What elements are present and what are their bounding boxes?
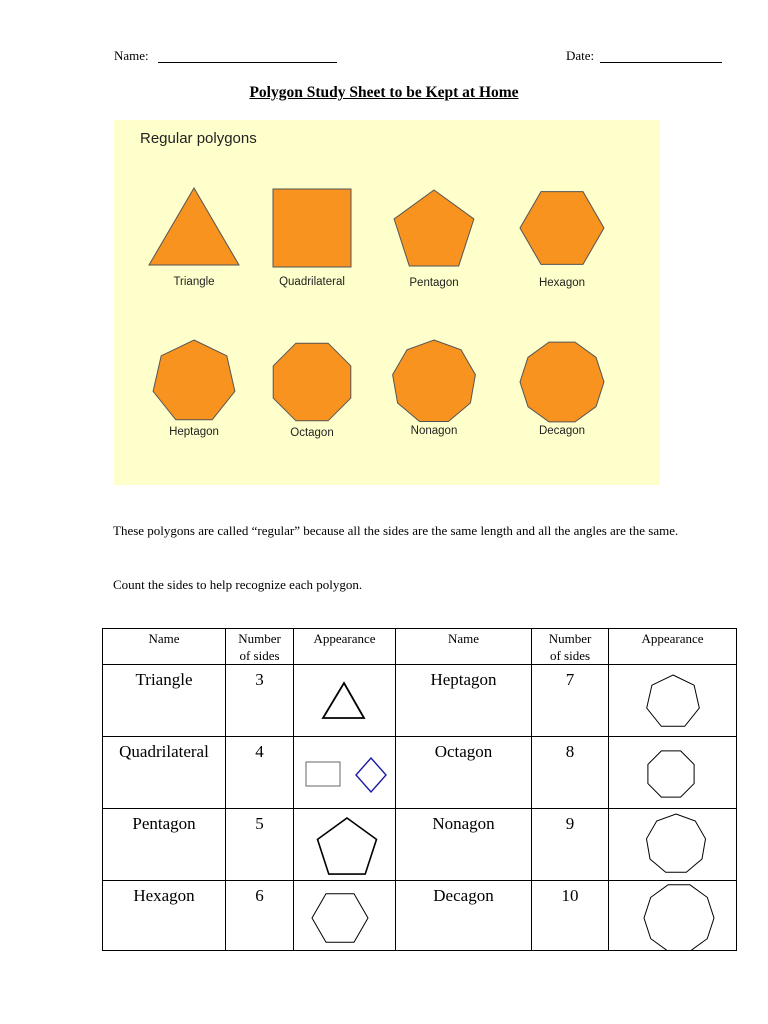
pentagon-caption: Pentagon [409, 277, 459, 289]
table-row-name: Hexagon [103, 881, 226, 951]
appearance-cell [609, 809, 737, 881]
table-row-sides: 7 [532, 665, 609, 737]
appearance-cell [294, 809, 396, 881]
octagon-shape [273, 343, 351, 421]
table-row-sides: 4 [226, 737, 294, 809]
quadrilateral-shape [273, 189, 351, 267]
table-row-sides: 8 [532, 737, 609, 809]
table-row-name: Heptagon [396, 665, 532, 737]
page-title: Polygon Study Sheet to be Kept at Home [249, 84, 519, 101]
octagon-caption: Octagon [290, 427, 334, 439]
polygon-10-outline [644, 885, 714, 951]
table-row-name: Octagon [396, 737, 532, 809]
appearance-cell [609, 881, 737, 951]
header-name-right: Name [396, 629, 532, 665]
rectangle-drawing [306, 762, 340, 786]
header-name-left: Name [103, 629, 226, 665]
polygon-table [102, 628, 737, 951]
hexagon-shape [520, 192, 604, 265]
table-row-sides: 10 [532, 881, 609, 951]
polygon-5-outline [318, 818, 377, 874]
header-number-right: Number of sides [532, 629, 609, 665]
appearance-cell [294, 665, 396, 737]
table-row-name: Quadrilateral [103, 737, 226, 809]
appearance-cell [294, 737, 396, 809]
figure-heading: Regular polygons [140, 130, 257, 147]
triangle-caption: Triangle [173, 276, 215, 288]
quadrilateral-caption: Quadrilateral [279, 276, 345, 288]
heptagon-caption: Heptagon [169, 426, 219, 438]
triangle-drawing [323, 683, 364, 718]
header-appearance-right: Appearance [609, 629, 737, 665]
hexagon-caption: Hexagon [538, 277, 586, 289]
regular-polygons-figure [114, 120, 660, 485]
table-row-sides: 5 [226, 809, 294, 881]
name-field[interactable] [158, 48, 337, 63]
table-row-name: Triangle [103, 665, 226, 737]
table-row-sides: 3 [226, 665, 294, 737]
table-row-name: Decagon [396, 881, 532, 951]
polygon-9-outline [647, 814, 706, 872]
table-row-sides: 9 [532, 809, 609, 881]
count-instruction: Count the sides to help recognize each polygon. [113, 577, 363, 592]
heptagon-shape [153, 340, 235, 420]
table-row-sides: 6 [226, 881, 294, 951]
polygon-6-outline [312, 894, 368, 942]
table-row-name: Nonagon [396, 809, 532, 881]
polygon-7-outline [647, 675, 700, 726]
regular-explanation: These polygons are called “regular” because all the sides are the same length and all the angles are the same. [113, 523, 679, 538]
nonagon-shape [393, 340, 476, 422]
nonagon-caption: Nonagon [410, 425, 458, 437]
pentagon-shape [394, 190, 474, 266]
appearance-cell [609, 665, 737, 737]
decagon-shape [520, 342, 604, 422]
decagon-caption: Decagon [538, 425, 586, 437]
date-field[interactable] [600, 48, 722, 63]
polygon-illustrations [114, 120, 660, 485]
table-row-name: Pentagon [103, 809, 226, 881]
diamond-drawing [356, 758, 386, 792]
appearance-cell [294, 881, 396, 951]
appearance-cell [609, 737, 737, 809]
header-number-left: Number of sides [226, 629, 294, 665]
date-label: Date: [566, 48, 595, 63]
polygon-8-outline [648, 751, 694, 797]
header-appearance-left: Appearance [294, 629, 396, 665]
name-label: Name: [114, 48, 149, 63]
triangle-shape [149, 188, 239, 265]
